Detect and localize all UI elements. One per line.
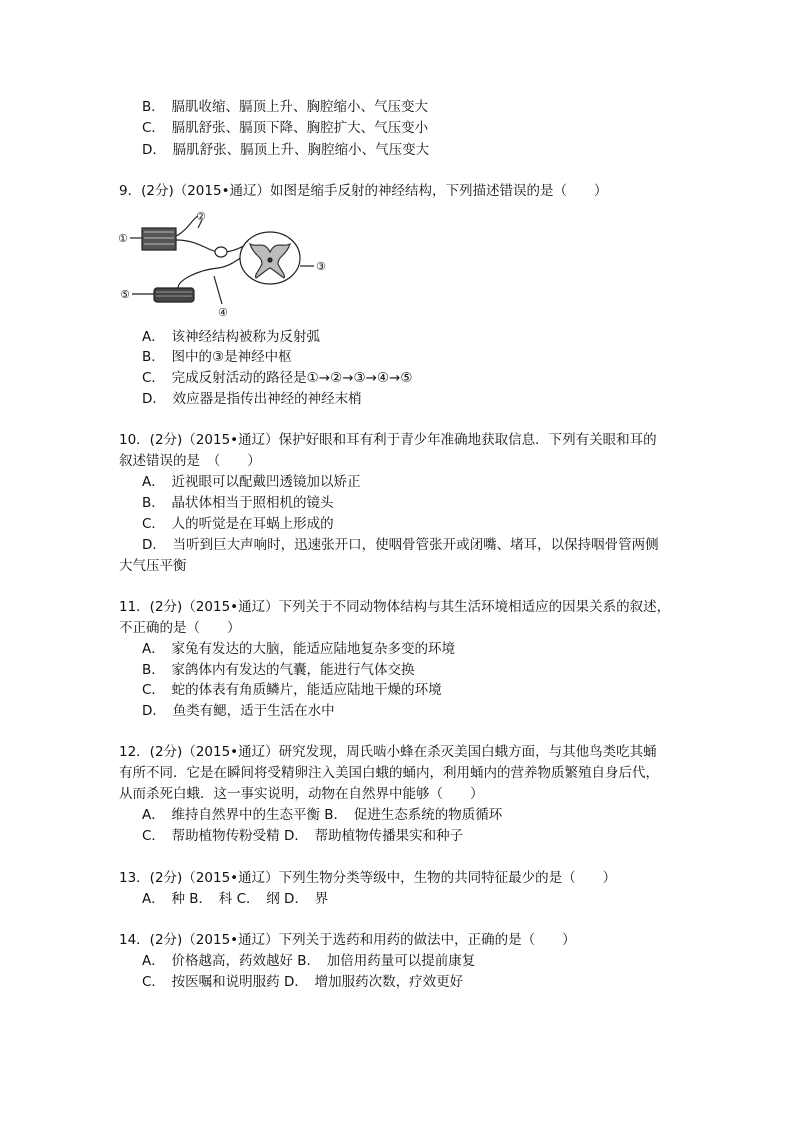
q10-option-b: B． 晶状体相当于照相机的镜头 [142,495,334,511]
label-3: ③ [316,260,326,273]
q10-option-c: C． 人的听觉是在耳蜗上形成的 [142,516,334,532]
reflex-arc-diagram [118,210,333,320]
label-4: ④ [218,306,228,319]
label-5: ⑤ [120,288,130,301]
question-9-stem: 9．(2分)（2015•通辽）如图是缩手反射的神经结构，下列描述错误的是（ ） [119,183,608,199]
q14-options-ab: A． 价格越高，药效越好 B． 加倍用药量可以提前康复 [142,953,476,969]
q12-options-ab: A． 维持自然界中的生态平衡 B． 促进生态系统的物质循环 [142,807,503,823]
question-11-stem-cont: 不正确的是（ ） [119,620,241,636]
question-11-stem: 11．(2分)（2015•通辽）下列关于不同动物体结构与其生活环境相适应的因果关系的叙述， [119,599,671,615]
q11-option-c: C． 蛇的体表有角质鳞片，能适应陆地干燥的环境 [142,682,442,698]
q11-option-d: D． 鱼类有鳃，适于生活在水中 [142,703,335,719]
q11-option-a: A． 家兔有发达的大脑，能适应陆地复杂多变的环境 [142,641,455,657]
q12-options-cd: C． 帮助植物传粉受精 D． 帮助植物传播果实和种子 [142,828,464,844]
question-10-stem: 10．(2分)（2015•通辽）保护好眼和耳有利于青少年准确地获取信息．下列有关眼和耳的 [119,432,657,448]
option-d: D． 膈肌舒张、膈顶上升、胸腔缩小、气压变大 [142,142,430,158]
question-10-stem-cont: 叙述错误的是 （ ） [119,453,261,469]
option-c: C． 膈肌舒张、膈顶下降、胸腔扩大、气压变小 [142,120,429,136]
q10-option-a: A． 近视眼可以配戴凹透镜加以矫正 [142,474,361,490]
question-12-stem: 12．(2分)（2015•通辽）研究发现，周氏啮小蜂在杀灭美国白蛾方面，与其他鸟类吃其蛹 [119,744,657,760]
q10-option-d: D． 当听到巨大声响时，迅速张开口，使咽骨管张开或闭嘴、堵耳，以保持咽骨管两侧 [142,537,659,553]
question-14-stem: 14．(2分)（2015•通辽）下列关于选药和用药的做法中，正确的是（ ） [119,932,576,948]
question-12-stem-cont-1: 有所不同．它是在瞬间将受精卵注入美国白蛾的蛹内，利用蛹内的营养物质繁殖自身后代， [119,765,659,781]
q10-option-d-cont: 大气压平衡 [119,558,187,574]
label-1: ① [118,232,128,245]
q9-option-a: A． 该神经结构被称为反射弧 [142,329,320,345]
q14-options-cd: C． 按医嘱和说明服药 D． 增加服药次数，疗效更好 [142,974,464,990]
label-2: ② [196,210,206,223]
question-12-stem-cont-2: 从而杀死白蛾．这一事实说明，动物在自然界中能够（ ） [119,786,484,802]
q13-options: A． 种 B． 科 C． 纲 D． 界 [142,891,329,907]
q9-option-c: C． 完成反射活动的路径是①→②→③→④→⑤ [142,370,413,386]
q11-option-b: B． 家鸽体内有发达的气囊，能进行气体交换 [142,662,415,678]
option-b: B． 膈肌收缩、膈顶上升、胸腔缩小、气压变大 [142,99,429,115]
q9-option-d: D． 效应器是指传出神经的神经末梢 [142,391,362,407]
q9-option-b: B． 图中的③是神经中枢 [142,349,292,365]
question-13-stem: 13．(2分)（2015•通辽）下列生物分类等级中，生物的共同特征最少的是（ ） [119,870,617,886]
